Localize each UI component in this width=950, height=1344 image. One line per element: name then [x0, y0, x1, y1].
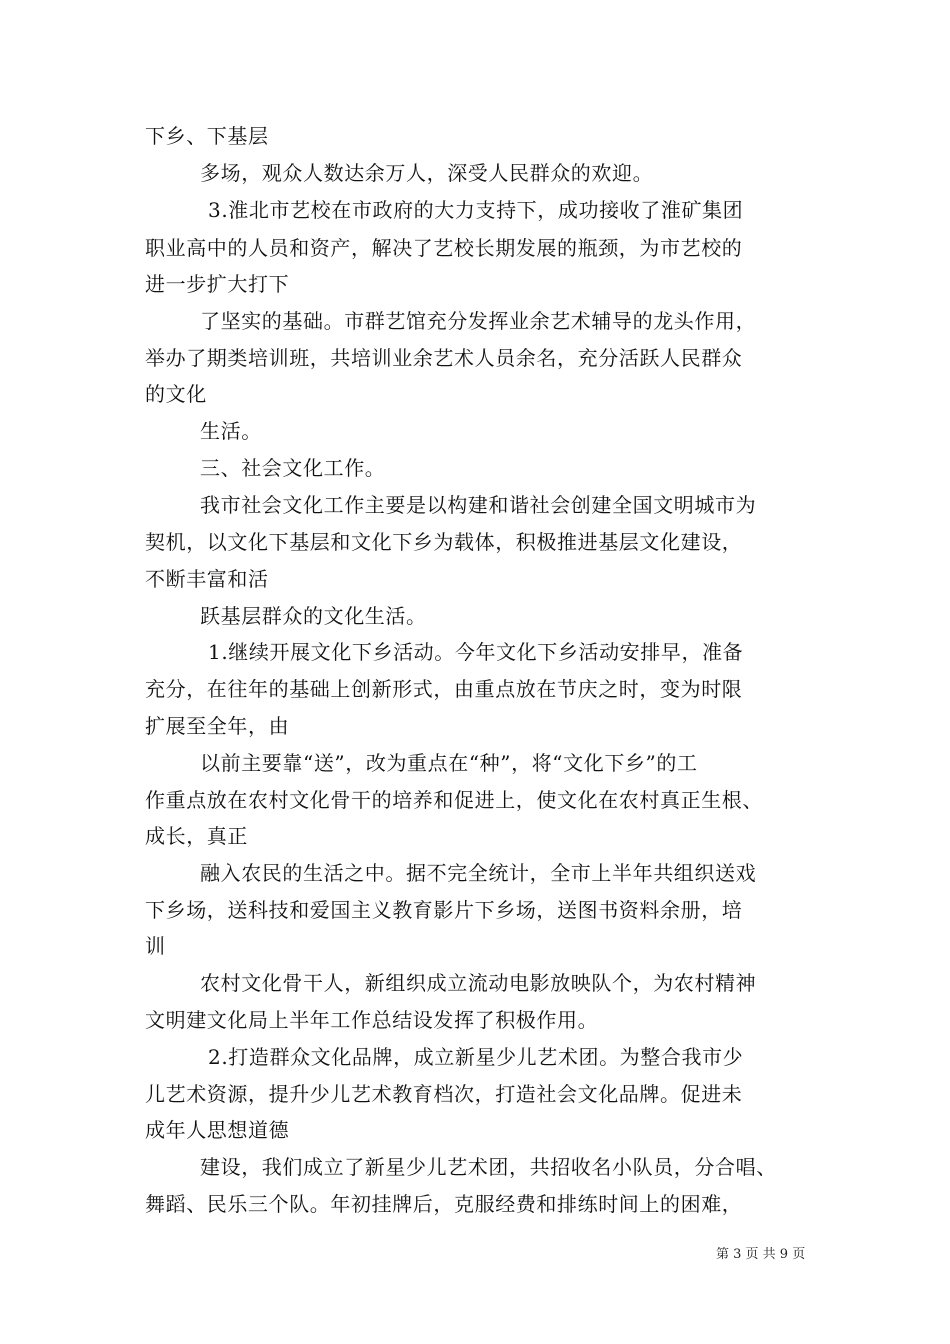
text-line: 下乡场，送科技和爱国主义教育影片下乡场，送图书资料余册，培 — [145, 898, 743, 922]
text-line: 不断丰富和活 — [145, 567, 269, 591]
text-line: 的文化 — [145, 382, 207, 406]
text-line: 3.淮北市艺校在市政府的大力支持下，成功接收了淮矿集团 — [208, 198, 744, 222]
text-line: 充分，在往年的基础上创新形式，由重点放在节庆之时，变为时限 — [145, 677, 743, 701]
page-number: 第 3 页 共 9 页 — [716, 1247, 806, 1262]
text-line: 1.继续开展文化下乡活动。今年文化下乡活动安排早，准备 — [208, 640, 744, 664]
text-line: 成长，真正 — [145, 824, 248, 848]
text-line: 了坚实的基础。市群艺馆充分发挥业余艺术辅导的龙头作用， — [200, 309, 757, 333]
text-line: 建设，我们成立了新星少儿艺术团，共招收名小队员，分合唱、 — [200, 1155, 777, 1179]
text-line: 多场，观众人数达余万人，深受人民群众的欢迎。 — [200, 161, 654, 185]
text-line: 舞蹈、民乐三个队。年初挂牌后，克服经费和排练时间上的困难， — [145, 1192, 743, 1216]
text-line: 文明建文化局上半年工作总结设发挥了积极作用。 — [145, 1008, 599, 1032]
text-line: 生活。 — [200, 419, 262, 443]
text-line: 作重点放在农村文化骨干的培养和促进上，使文化在农村真正生根、 — [145, 788, 763, 812]
text-line: 我市社会文化工作主要是以构建和谐社会创建全国文明城市为 — [200, 493, 757, 517]
text-line: 跃基层群众的文化生活。 — [200, 604, 427, 628]
text-line: 农村文化骨干人，新组织成立流动电影放映队个，为农村精神 — [200, 971, 757, 995]
text-line: 职业高中的人员和资产，解决了艺校长期发展的瓶颈，为市艺校的 — [145, 236, 743, 260]
text-line: 融入农民的生活之中。据不完全统计，全市上半年共组织送戏 — [200, 861, 757, 885]
text-line: 以前主要靠“送”，改为重点在“种”，将“文化下乡”的工 — [200, 751, 698, 775]
text-line: 训 — [145, 934, 166, 958]
text-line: 成年人思想道德 — [145, 1118, 290, 1142]
text-line: 进一步扩大打下 — [145, 272, 290, 296]
text-line: 2.打造群众文化品牌，成立新星少儿艺术团。为整合我市少 — [208, 1045, 744, 1069]
text-line: 下乡、下基层 — [145, 124, 269, 148]
text-line: 扩展至全年，由 — [145, 714, 290, 738]
text-line: 三、社会文化工作。 — [200, 456, 386, 480]
text-line: 举办了期类培训班，共培训业余艺术人员余名，充分活跃人民群众 — [145, 346, 743, 370]
text-line: 契机，以文化下基层和文化下乡为载体，积极推进基层文化建设， — [145, 530, 743, 554]
text-line: 儿艺术资源，提升少儿艺术教育档次，打造社会文化品牌。促进未 — [145, 1082, 743, 1106]
